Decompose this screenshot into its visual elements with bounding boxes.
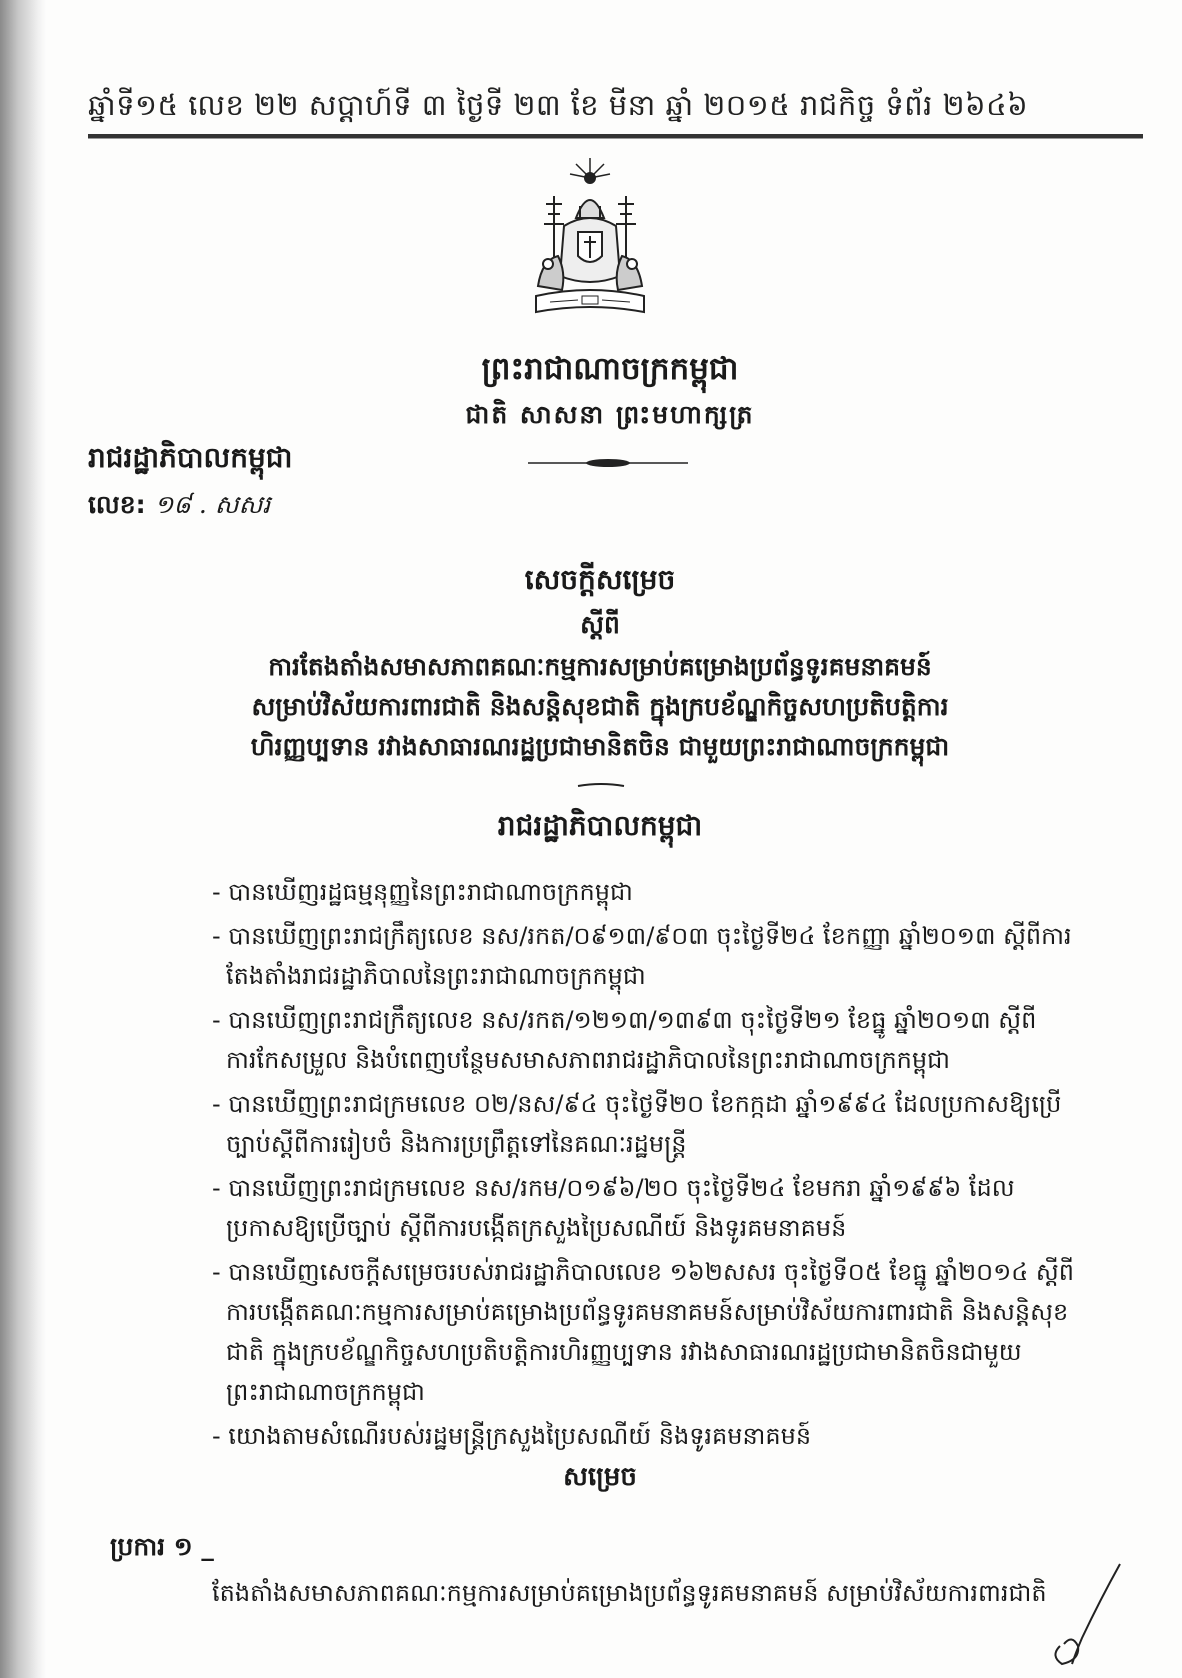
recital-item: - បានឃើញព្រះរាជក្រមលេខ ០២/នស/៩៤ ចុះថ្ងៃទី២០ ខែកក្កដា ឆ្នាំ១៩៩៤ ដែលប្រកាសឱ្យប្រើច្បាប់ស្ដីពីការរៀបចំ និងការប្រព្រឹត្តទៅនៃគណៈរដ្ឋមន្ត្រី xyxy=(212,1090,1062,1158)
small-divider xyxy=(576,782,626,790)
recital-item: - បានឃើញព្រះរាជក្រមលេខ នស/រកម/០១៩៦/២០ ចុះថ្ងៃទី២៤ ខែមករា ឆ្នាំ១៩៩៦ ដែលប្រកាសឱ្យប្រើច្បាប់ ស្ដីពីការបង្កើតក្រសួងប្រៃសណីយ៍ និងទូរគមនាគមន៍ xyxy=(212,1174,1015,1242)
document-about: ស្ដីពី xyxy=(580,610,620,639)
document-type: សេចក្ដីសម្រេច xyxy=(524,563,676,596)
title-line: ហិរញ្ញប្បទាន រវាងសាធារណរដ្ឋប្រជាមានិតចិន ជាមួយព្រះរាជាណាចក្រកម្ពុជា xyxy=(250,732,950,761)
recital-item: - បានឃើញសេចក្ដីសម្រេចរបស់រាជរដ្ឋាភិបាលលេខ ១៦២សសរ ចុះថ្ងៃទី០៥ ខែធ្នូ ឆ្នាំ២០១៤ ស្ដីពីការបង្កើតគណៈកម្មការសម្រាប់គម្រោងប្រព័ន្ធទូរគមនាគមន៍សម្រាប់វិស័យការពារជាតិ និងសន្តិសុខជាតិ ក្នុងក្របខ័ណ្ឌកិច្ចសហប្រតិបត្តិការហិរញ្ញប្បទាន រវាងសាធារណរដ្ឋប្រជាមានិតចិនជាមួយព្រះរាជាណាចក្រកម្ពុជា xyxy=(212,1258,1074,1406)
recital-item: - បានឃើញព្រះរាជក្រឹត្យលេខ នស/រកត/១២១៣/១៣៩៣ ចុះថ្ងៃទី២១ ខែធ្នូ ឆ្នាំ២០១៣ ស្ដីពីការកែសម្រួល និងបំពេញបន្ថែមសមាសភាពរាជរដ្ឋាភិបាលនៃព្រះរាជាណាចក្រកម្ពុជា xyxy=(212,1006,1037,1074)
title-line: សម្រាប់វិស័យការពារជាតិ និងសន្តិសុខជាតិ ក្នុងក្របខ័ណ្ឌកិច្ចសហប្រតិបត្តិការ xyxy=(251,692,949,721)
scan-edge-shadow xyxy=(0,0,46,1678)
national-motto: ជាតិ សាសនា ព្រះមហាក្សត្រ xyxy=(465,400,755,429)
article-label: ប្រការ ១ _ xyxy=(110,1532,214,1561)
decides-heading: សម្រេច xyxy=(563,1462,637,1492)
reference-number xyxy=(88,490,270,526)
reference-handwritten: ១៨ . សសរ xyxy=(154,490,271,519)
recitals-list xyxy=(212,872,1082,1460)
reference-prefix: លេខ: xyxy=(88,490,146,519)
government-heading: រាជរដ្ឋាភិបាលកម្ពុជា xyxy=(497,809,703,842)
header-divider xyxy=(88,134,1143,139)
recital-item: - បានឃើញព្រះរាជក្រឹត្យលេខ នស/រកត/០៩១៣/៩០៣ ចុះថ្ងៃទី២៤ ខែកញ្ញា ឆ្នាំ២០១៣ ស្ដីពីការតែងតាំងរាជរដ្ឋាភិបាលនៃព្រះរាជាណាចក្រកម្ពុជា xyxy=(212,922,1072,990)
issuer-name: រាជរដ្ឋាភិបាលកម្ពុជា xyxy=(88,441,293,474)
ornamental-divider xyxy=(528,456,688,470)
article-text: តែងតាំងសមាសភាពគណៈកម្មការសម្រាប់គម្រោងប្រព័ន្ធទូរគមនាគមន៍ សម្រាប់វិស័យការពារជាតិ xyxy=(212,1579,1047,1607)
recital-item: - បានឃើញរដ្ឋធម្មនុញ្ញនៃព្រះរាជាណាចក្រកម្ពុជា xyxy=(212,878,633,906)
title-line: ការតែងតាំងសមាសភាពគណៈកម្មការសម្រាប់គម្រោងប្រព័ន្ធទូរគមនាគមន៍ xyxy=(268,652,932,681)
handwritten-initial-icon xyxy=(1020,1560,1130,1670)
gazette-header: ឆ្នាំទី១៥ លេខ ២២ សប្តាហ៍ទី ៣ ថ្ងៃទី ២៣ ខែ មីនា ឆ្នាំ ២០១៥ រាជកិច្ច ទំព័រ ២៦៤៦ xyxy=(88,88,1029,122)
royal-coat-of-arms-icon xyxy=(528,156,652,328)
recital-item: - យោងតាមសំណើរបស់រដ្ឋមន្ត្រីក្រសួងប្រៃសណីយ៍ និងទូរគមនាគមន៍ xyxy=(212,1422,812,1450)
kingdom-name: ព្រះរាជាណាចក្រកម្ពុជា xyxy=(481,351,739,387)
